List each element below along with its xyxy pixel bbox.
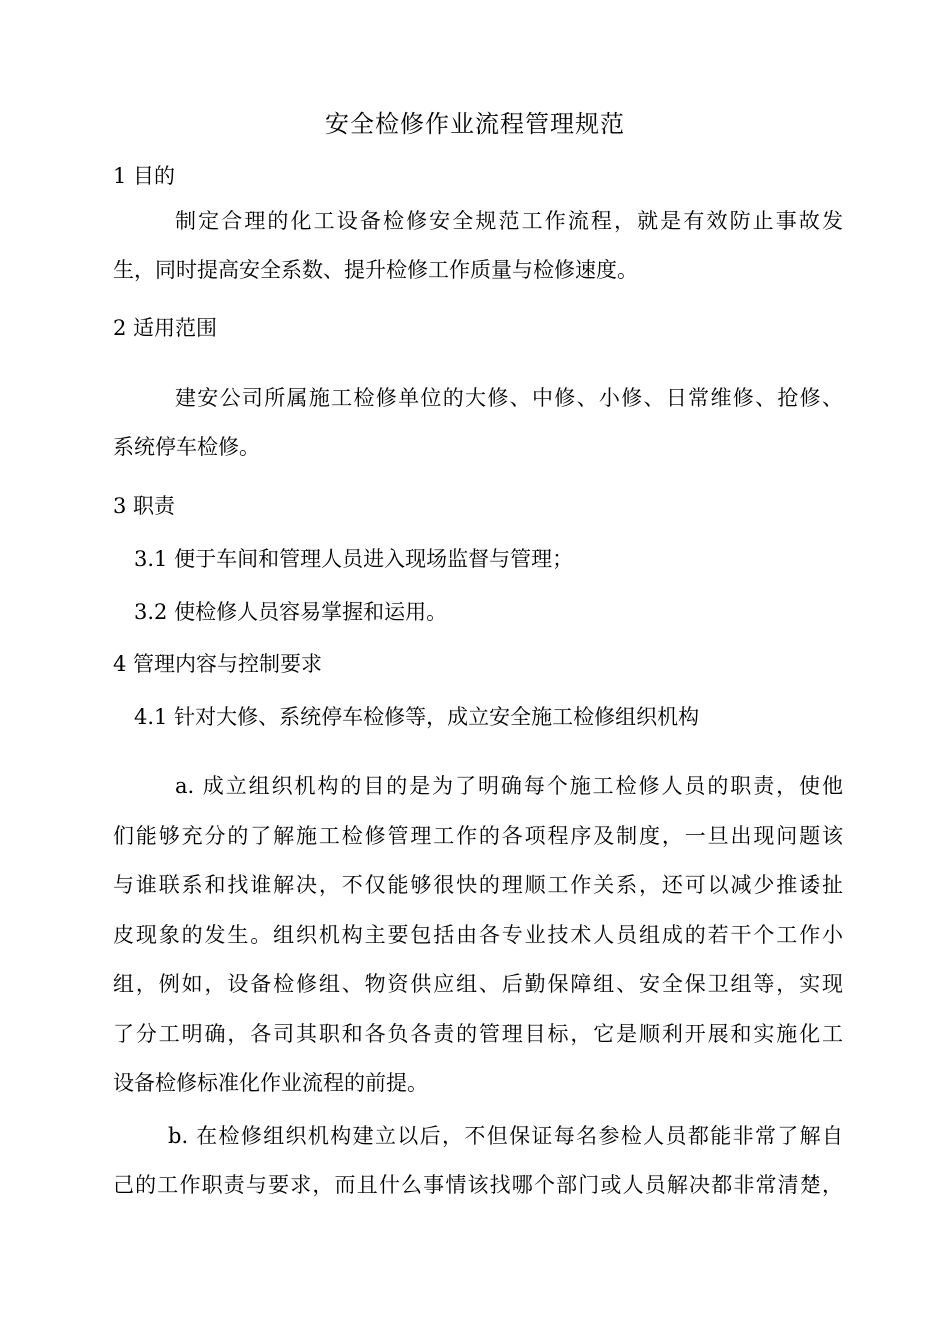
paragraph-line: 制定合理的化工设备检修安全规范工作流程，就是有效防止事故发 [175,209,843,233]
duty-item: 3.2 使检修人员容易掌握和运用。 [134,600,448,624]
paragraph-line: b. 在检修组织机构建立以后，不但保证每名参检人员都能非常了解自 [168,1124,843,1148]
section-heading-scope: 2 适用范围 [113,316,218,340]
paragraph-line: 设备检修标准化作业流程的前提。 [113,1071,428,1095]
paragraph-line: 皮现象的发生。组织机构主要包括由各专业技术人员组成的若干个工作小 [113,923,843,947]
paragraph-line: 系统停车检修。 [113,435,260,459]
document-title: 安全检修作业流程管理规范 [325,110,625,138]
paragraph-line: 生，同时提高安全系数、提升检修工作质量与检修速度。 [113,258,638,282]
paragraph-line: 了分工明确，各司其职和各负各责的管理目标，它是顺利开展和实施化工 [113,1022,843,1046]
section-heading-duties: 3 职责 [113,494,176,518]
duty-item: 3.1 便于车间和管理人员进入现场监督与管理； [134,547,574,571]
management-item: 4.1 针对大修、系统停车检修等，成立安全施工检修组织机构 [134,705,700,729]
paragraph-line: 己的工作职责与要求，而且什么事情该找哪个部门或人员解决都非常清楚， [113,1173,843,1197]
paragraph-line: 与谁联系和找谁解决，不仅能够很快的理顺工作关系，还可以减少推诿扯 [113,873,843,897]
paragraph-line: 组，例如，设备检修组、物资供应组、后勤保障组、安全保卫组等，实现 [113,972,843,996]
paragraph-line: 建安公司所属施工检修单位的大修、中修、小修、日常维修、抢修、 [175,386,843,410]
section-heading-management: 4 管理内容与控制要求 [113,652,323,676]
section-heading-purpose: 1 目的 [113,164,176,188]
paragraph-line: 们能够充分的了解施工检修管理工作的各项程序及制度，一旦出现问题该 [113,824,843,848]
paragraph-line: a. 成立组织机构的目的是为了明确每个施工检修人员的职责，使他 [175,774,843,798]
